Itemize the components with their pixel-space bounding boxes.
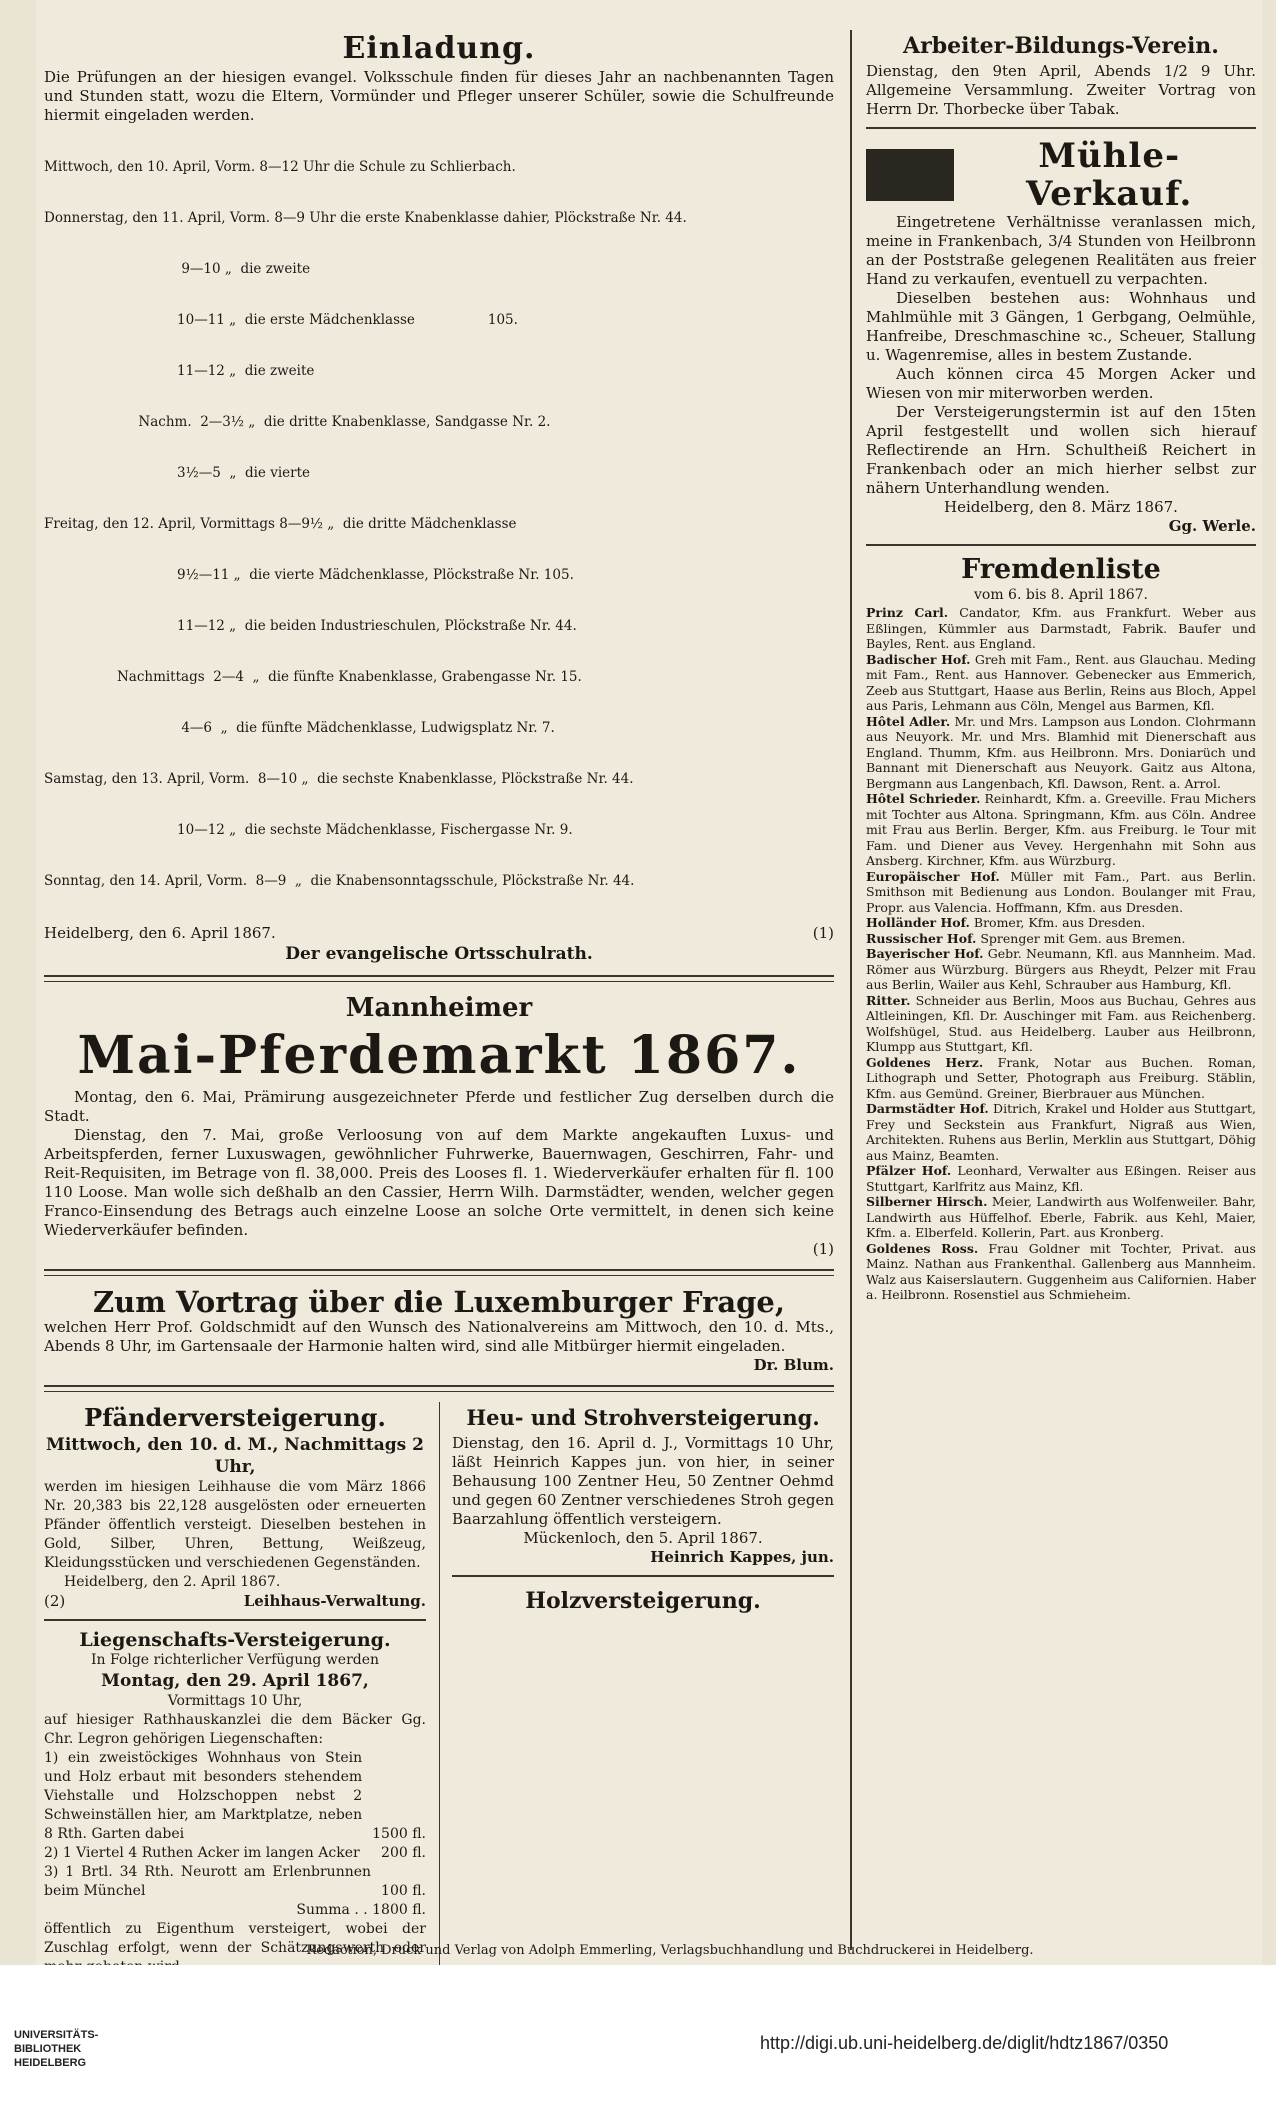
vortrag-text: welchen Herr Prof. Goldschmidt auf den Wunsch des Nationalvereins am Mittwoch, den 10. d. Mts., Abends 8 Uhr, im Gartensaale der Harmonie halten wird, sind alle Mitbürger hiermit eingeladen. <box>44 1318 834 1355</box>
schedule-row: Freitag, den 12. April, Vormittags 8—9½ „ die dritte Mädchenklasse <box>44 516 517 532</box>
muehle-p4: Der Versteigerungstermin ist auf den 15ten April festgestellt und wollen sich hierauf Reflectirende an Hrn. Schultheiß Reichert in Frankenbach oder an mich hierher selbst zur nähern Unterhandlung wenden. <box>866 403 1256 497</box>
guest-text: Mr. und Mrs. Lampson aus London. Clohrmann aus Neuyork. Mr. und Mrs. Blamhid mit Dienerschaft aus England. Thumm, Kfm. aus Heilbronn. Mrs. Doniarüch und Bannant mit Dienerschaft aus Neuyork. Gaitz aus Altona, Bergmann aus Langenbach, Kfl. Dawson, Rent. a. Arrol. <box>866 713 1256 791</box>
hotel-name: Hôtel Schrieder. <box>866 791 981 806</box>
pfaender-signature: Leihhaus-Verwaltung. <box>243 1592 426 1610</box>
pfaender-title: Pfänderversteigerung. <box>84 1403 386 1432</box>
pferdemarkt-p1: Montag, den 6. Mai, Prämirung ausgezeichneter Pferde und festlicher Zug derselben durch die Stadt. <box>44 1088 834 1125</box>
vortrag-signature: Dr. Blum. <box>753 1356 834 1374</box>
schedule-row: 10—11 „ die erste Mädchenklasse 105. <box>44 312 518 328</box>
guest-text: Leonhard, Verwalter aus Eßingen. Reiser aus Stuttgart, Karlfritz aus Mainz, Kfl. <box>866 1163 1256 1194</box>
sum-label: Summa . . <box>296 1902 368 1918</box>
liegenschaft-title: Liegenschafts-Versteigerung. <box>79 1629 391 1651</box>
item-label: 2) 1 Viertel 4 Ruthen Acker im langen Acker <box>44 1845 360 1861</box>
list-item <box>866 791 1256 869</box>
guest-text: Frank, Notar aus Buchen. Roman, Lithograph und Setter, Photograph aus Freiburg. Stäblin, Kfm. aus Gemünd. Greiner, Bierbrauer aus München. <box>866 1054 1256 1101</box>
schedule-row: 3½—5 „ die vierte <box>44 465 310 481</box>
divider <box>44 975 834 982</box>
item-price: 1500 fl. <box>372 1826 426 1842</box>
einladung-title: Einladung. <box>342 31 536 66</box>
divider <box>44 1619 426 1621</box>
list-item <box>866 946 1256 993</box>
schedule-row: 11—12 „ die beiden Industrieschulen, Plöckstraße Nr. 44. <box>44 618 577 634</box>
list-item <box>866 652 1256 714</box>
muehle-p2: Dieselben bestehen aus: Wohnhaus und Mahlmühle mit 3 Gängen, 1 Gerbgang, Oelmühle, Hanfreibe, Dreschmaschine ꝛc., Scheuer, Stallung u. Wagenremise, alles in bestem Zustande. <box>866 289 1256 364</box>
hotel-name: Bayerischer Hof. <box>866 946 984 961</box>
schedule-row: 11—12 „ die zweite <box>44 363 315 379</box>
subcolumn-divider <box>439 1402 440 2022</box>
muehle-p1: Eingetretene Verhältnisse veranlassen mich, meine in Frankenbach, 3/4 Stunden von Heilbronn an der Poststraße gelegenen Realitäten aus freier Hand zu verkaufen, eventuell zu verpachten. <box>866 213 1256 288</box>
liegenschaft-item <box>44 1844 426 1863</box>
list-item <box>866 1241 1256 1303</box>
guest-text: Reinhardt, Kfm. a. Greeville. Frau Michers mit Tochter aus Altona. Springmann, Kfm. aus Cöln. Andree mit Frau aus Berlin. Berger, Kfm. aus Freiburg. le Tour mit Fam. und Diener aus Vevey. Hergenhahn mit Sohn aus Ansberg. Kirchner, Kfm. aus Würzburg. <box>866 791 1256 868</box>
pferdemarkt-p2: Dienstag, den 7. Mai, große Verloosung von auf dem Markte angekauften Luxus- und Arbeitspferden, ferner Luxuswagen, gewöhnlicher Fuhrwerke, Bauernwagen, Geschirren, Fahr- und Reit-Requisiten, im Betrage von fl. 38,000. Preis des Looses fl. 1. Wiederverkäufer erhalten für fl. 100 110 Loose. Man wolle sich deßhalb an den Cassier, Herrn Wilh. Darmstädter, wenden, welcher gegen Franco-Einsendung des Betrags auch einzelne Loose an solche Orte vermittelt, in denen sich keine Wiederverkäufer befinden. <box>44 1126 834 1239</box>
einladung-date: Heidelberg, den 6. April 1867. <box>44 924 276 942</box>
divider <box>866 544 1256 546</box>
pfaender-mark: (2) <box>44 1592 66 1610</box>
hotel-name: Russischer Hof. <box>866 930 977 946</box>
schedule-row: 9½—11 „ die vierte Mädchenklasse, Plöckstraße Nr. 105. <box>44 567 574 583</box>
liegenschaft-item <box>44 1749 426 1844</box>
hotel-name: Goldenes Ross. <box>866 1240 979 1256</box>
heu-text: Dienstag, den 16. April d. J., Vormittags 10 Uhr, läßt Heinrich Kappes jun. von hier, in seiner Behausung 100 Zentner Heu, 50 Zentner Oehmd und gegen 60 Zentner verschiedenes Stroh gegen Baarzahlung öffentlich versteigern. <box>452 1434 834 1528</box>
divider <box>44 1269 834 1276</box>
list-item <box>866 915 1256 931</box>
item-label: 1) ein zweistöckiges Wohnhaus von Stein und Holz erbaut mit besonders stehendem Viehstalle und Holzschoppen nebst 2 Schweinställen hier, am Marktplatze, neben 8 Rth. Garten dabei <box>44 1750 363 1842</box>
hotel-name: Holländer Hof. <box>866 915 970 930</box>
left-column <box>44 30 834 2022</box>
liegenschaft-time: Vormittags 10 Uhr, <box>167 1693 303 1709</box>
schedule-row: Samstag, den 13. April, Vorm. 8—10 „ die sechste Knabenklasse, Plöckstraße Nr. 44. <box>44 771 634 787</box>
schedule-row: Sonntag, den 14. April, Vorm. 8—9 „ die Knabensonntagsschule, Plöckstraße Nr. 44. <box>44 873 635 889</box>
arbeiter-text: Dienstag, den 9ten April, Abends 1/2 9 Uhr. Allgemeine Versammlung. Zweiter Vortrag von Herrn Dr. Thorbecke über Tabak. <box>866 62 1256 118</box>
list-item <box>866 605 1256 652</box>
divider <box>866 127 1256 129</box>
hotel-name: Badischer Hof. <box>866 651 971 667</box>
liegenschaft-outro: öffentlich zu Eigenthum versteigert, wobei der Zuschlag erfolgt, wenn der Schätzungswerth oder <box>44 1921 426 1956</box>
mill-icon <box>866 149 954 201</box>
imprint-footer: Redaction, Druck und Verlag von Adolph Emmerling, Verlagsbuchhandlung und Buchdruckerei in Heidelberg. <box>306 1943 1034 1958</box>
item-price: 200 fl. <box>381 1845 426 1861</box>
hotel-name: Hôtel Adler. <box>866 713 951 729</box>
list-item <box>866 931 1256 947</box>
list-item <box>866 1194 1256 1241</box>
einladung-intro: Die Prüfungen an der hiesigen evangel. Volksschule finden für dieses Jahr an nachbenannten Tagen und Stunden statt, wozu die Eltern, Vormünder und Pfleger unserer Schüler, sowie die Schulfreunde hiermit eingeladen werden. <box>44 68 834 124</box>
pferdemarkt-mark: (1) <box>812 1240 834 1258</box>
hotel-name: Silberner Hirsch. <box>866 1194 988 1209</box>
left-subcolumn <box>44 1402 426 2015</box>
muehle-p3: Auch können circa 45 Morgen Acker und Wiesen von mir miterworben werden. <box>866 365 1256 402</box>
hotel-name: Darmstädter Hof. <box>866 1101 989 1116</box>
classifieds-block <box>44 1402 834 2022</box>
schedule-row: 10—12 „ die sechste Mädchenklasse, Fischergasse Nr. 9. <box>44 822 573 838</box>
schedule-row: 4—6 „ die fünfte Mädchenklasse, Ludwigsplatz Nr. 7. <box>44 720 555 736</box>
item-price: 100 fl. <box>381 1883 426 1899</box>
guest-text: Greh mit Fam., Rent. aus Glauchau. Meding mit Fam., Rent. aus Hannover. Gebenecker aus Emmerich, Zeeb aus Stuttgart, Haase aus Berlin, Reins aus Bloch, Appel aus Paris, Lehmann aus Cöln, Mengel aus Barmen, Kfl. <box>866 651 1256 713</box>
hotel-name: Ritter. <box>866 992 911 1008</box>
guest-text: Gebr. Neumann, Kfl. aus Mannheim. Mad. Römer aus Würzburg. Bürgers aus Rheydt, Pelzer mit Frau aus Berlin, Wailer aus Kehl, Schrauber aus Hamburg, Kfl. <box>866 946 1257 992</box>
library-logo <box>14 2028 98 2070</box>
pferdemarkt-title: Mai-Pferdemarkt 1867. <box>77 1025 801 1086</box>
sum-value: 1800 fl. <box>372 1902 426 1918</box>
schedule-row: Nachm. 2—3½ „ die dritte Knabenklasse, Sandgasse Nr. 2. <box>44 414 551 430</box>
pfaender-when: Mittwoch, den 10. d. M., Nachmittags 2 Uhr, <box>46 1435 424 1477</box>
liegenschaft-sum <box>44 1901 426 1920</box>
schedule-row: Mittwoch, den 10. April, Vorm. 8—12 Uhr die Schule zu Schlierbach. <box>44 159 516 175</box>
guest-text: Candator, Kfm. aus Frankfurt. Weber aus Eßlingen, Kümmler aus Darmstadt, Fabrik. Baufer und Bayles, Rent. aus England. <box>866 605 1256 651</box>
divider <box>44 1385 834 1392</box>
muehle-date: Heidelberg, den 8. März 1867. <box>944 498 1178 516</box>
pfaender-text: werden im hiesigen Leihhause die vom März 1866 Nr. 20,383 bis 22,128 ausgelösten oder erneuerten Pfänder öffentlich versteigt. Dieselben bestehen in Gold, Silber, Uhren, Bettung, Weißzeug, Kleidungsstücken und verschiedenen Gegenständen. <box>44 1479 426 1571</box>
heu-title: Heu- und Strohversteigerung. <box>466 1405 820 1430</box>
einladung-signature: Der evangelische Ortsschulrath. <box>285 944 593 964</box>
column-divider <box>850 30 852 1950</box>
fremdenliste-entries <box>866 605 1256 1303</box>
liegenschaft-when: Montag, den 29. April 1867, <box>101 1671 369 1691</box>
guest-text: Frau Goldner mit Tochter, Privat. aus Mainz. Nathan aus Frankenthal. Gallenberg aus Mannheim. Walz aus Kaiserslautern. Guggenheim aus Californien. Haber a. Heilbronn. Rosenstiel aus Schmieheim. <box>866 1240 1256 1302</box>
fremdenliste-sub: vom 6. bis 8. April 1867. <box>973 587 1148 603</box>
vortrag-title: Zum Vortrag über die Luxemburger Frage, <box>93 1285 785 1319</box>
liegenschaft-intro: In Folge richterlicher Verfügung werden <box>90 1652 380 1668</box>
divider <box>452 1575 834 1577</box>
hotel-name: Pfälzer Hof. <box>866 1163 952 1178</box>
muehle-signature: Gg. Werle. <box>1168 517 1256 535</box>
pfaender-date: Heidelberg, den 2. April 1867. <box>64 1574 281 1590</box>
item-label: 3) 1 Brtl. 34 Rth. Neurott am Erlenbrunnen beim Münchel <box>44 1864 372 1899</box>
heu-date: Mückenloch, den 5. April 1867. <box>523 1529 763 1547</box>
muehle-title: Mühle-Verkauf. <box>1026 136 1193 214</box>
hotel-name: Prinz Carl. <box>866 605 949 620</box>
arbeiter-title: Arbeiter-Bildungs-Verein. <box>903 33 1219 59</box>
list-item <box>866 1163 1256 1194</box>
muehle-header <box>866 137 1256 213</box>
source-link[interactable]: http://digi.ub.uni-heidelberg.de/diglit/hdtz1867/0350 <box>760 2033 1169 2053</box>
list-item <box>866 1055 1256 1102</box>
list-item <box>866 993 1256 1055</box>
right-column <box>866 30 1256 1303</box>
schedule-row: Donnerstag, den 11. April, Vorm. 8—9 Uhr die erste Knabenklasse dahier, Plöckstraße Nr. 44. <box>44 210 687 226</box>
einladung-schedule <box>44 125 834 924</box>
right-subcolumn <box>452 1402 834 1617</box>
guest-text: Müller mit Fam., Part. aus Berlin. Smithson mit Bedienung aus London. Boulanger mit Frau, Propr. aus Valencia. Hoffmann, Kfm. aus Dresden. <box>866 868 1257 915</box>
list-item <box>866 1101 1256 1163</box>
liegenschaft-text: auf hiesiger Rathhauskanzlei die dem Bäcker Gg. Chr. Legron gehörigen Liegenschaften: <box>44 1712 426 1747</box>
list-item <box>866 869 1256 916</box>
liegenschaft-item <box>44 1863 426 1901</box>
schedule-row: 9—10 „ die zweite <box>44 261 311 277</box>
guest-text: Meier, Landwirth aus Wolfenweiler. Bahr, Landwirth aus Hüffelhof. Eberle, Fabrik. aus Kehl, Maier, Kfm. a. Elberfeld. Kollerin, Part. aus Kronberg. <box>866 1194 1256 1240</box>
logo-line: BIBLIOTHEK <box>14 2043 82 2055</box>
schedule-row: Nachmittags 2—4 „ die fünfte Knabenklasse, Grabengasse Nr. 15. <box>44 669 582 685</box>
fremdenliste-title: Fremdenliste <box>961 554 1161 585</box>
logo-line: UNIVERSITÄTS- <box>14 2029 99 2041</box>
pfaender-signline <box>44 1592 426 1611</box>
heu-signature: Heinrich Kappes, jun. <box>650 1548 834 1566</box>
pferdemarkt-kicker: Mannheimer <box>345 993 533 1023</box>
einladung-mark: (1) <box>812 924 834 942</box>
guest-text: Sprenger mit Gem. aus Bremen. <box>980 930 1186 946</box>
guest-text: Schneider aus Berlin, Moos aus Buchau, Gehres aus Altleiningen, Kfl. Dr. Auschinger mit Fam. aus Reichenberg. Wolfshügel, Stud. aus Heidelberg. Lauber aus Heilbronn, Klumpp aus Stuttgart, Kfl. <box>866 992 1256 1054</box>
guest-text: Ditrich, Krakel und Holder aus Stuttgart, Frey und Seckstein aus Frankfurt, Nigraß aus Wien, Architekten. Ruhens aus Berlin, Merklin aus Stuttgart, Döhig aus Mainz, Beamten. <box>866 1101 1257 1163</box>
einladung-dateline <box>44 924 834 943</box>
holz-title: Holzversteigerung. <box>525 1588 761 1614</box>
hotel-name: Goldenes Herz. <box>866 1054 984 1070</box>
hotel-name: Europäischer Hof. <box>866 868 1000 884</box>
list-item <box>866 714 1256 792</box>
logo-line: HEIDELBERG <box>14 2057 87 2069</box>
guest-text: Bromer, Kfm. aus Dresden. <box>973 915 1146 930</box>
